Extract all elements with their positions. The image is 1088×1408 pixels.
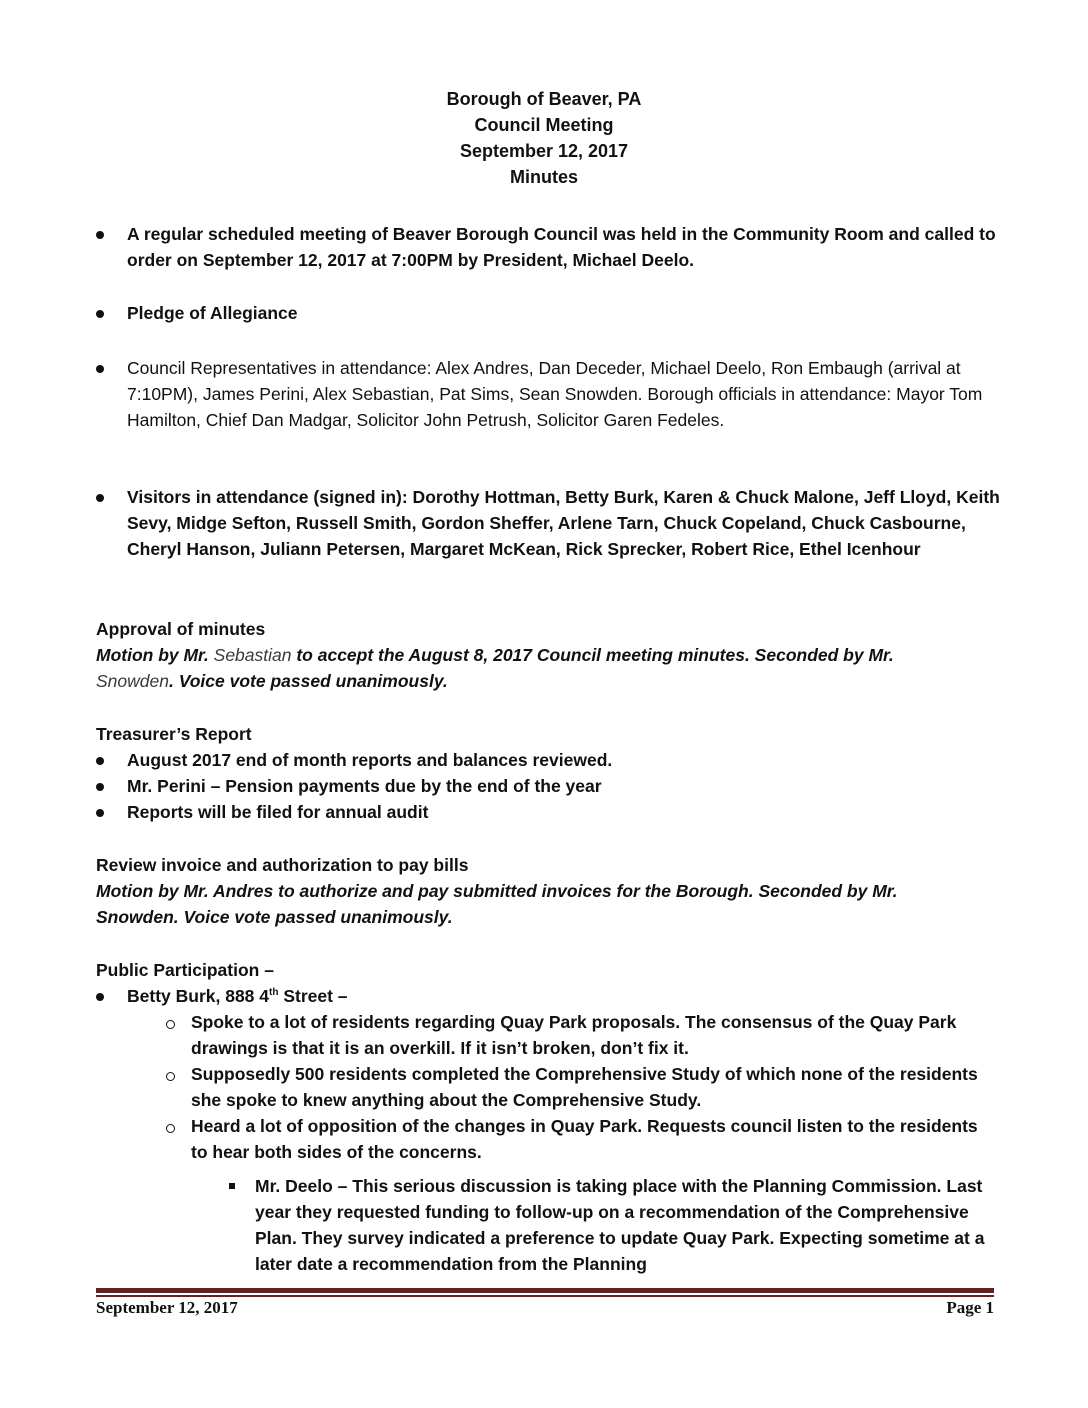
footer-page-number: Page 1 [946,1298,994,1317]
bullet-icon [96,809,104,817]
footer-rule-thin [96,1295,994,1297]
document-type: Minutes [509,167,578,187]
document-title-block [0,86,1088,190]
council-attendance-text: Council Representatives in attendance: Alex Andres, Dan Deceder, Michael Deelo, Ron Embaugh (arrival at 7:10PM), James Perini, Alex Sebastian, Pat Sims, Sean Snowden. Borough officials in attendance: Mayor Tom Hamilton, Chief Dan Madgar, Solicitor John Petrush, Solicitor Garen Fedeles. [127,358,983,430]
approval-heading: Approval of minutes [96,619,266,639]
speaker-text: Betty Burk, 888 4th Street – [127,986,348,1006]
bullet-icon [96,993,104,1001]
mover-name: Sebastian [213,645,292,665]
bullet-icon [96,310,104,318]
footer-rule [96,1288,994,1293]
public-point: Heard a lot of opposition of the changes in Quay Park. Requests council listen to the residents to hear both sides of the concerns. [191,1116,978,1162]
treasurer-item: Mr. Perini – Pension payments due by the end of the year [127,776,602,796]
council-response: Mr. Deelo – This serious discussion is taking place with the Planning Commission. Last year they requested funding to follow-up on a recommendation of the Comprehensive Plan. They survey indicated a preference to update Quay Park. Expecting sometime at a later date a recommendation from the Planning [255,1176,985,1274]
hollow-bullet-icon [166,1020,175,1029]
public-heading: Public Participation – [96,960,274,980]
public-point: Spoke to a lot of residents regarding Quay Park proposals. The consensus of the Quay Park drawings is that it is an overkill. If it isn’t broken, don’t fix it. [191,1012,957,1058]
invoices-heading: Review invoice and authorization to pay bills [96,855,469,875]
treasurer-heading: Treasurer’s Report [96,724,252,744]
bullet-icon [96,783,104,791]
call-to-order-text: A regular scheduled meeting of Beaver Borough Council was held in the Community Room and called to order on September 12, 2017 at 7:00PM by President, Michael Deelo. [127,224,996,270]
treasurer-item: Reports will be filed for annual audit [127,802,429,822]
footer-date: September 12, 2017 [96,1298,238,1317]
bullet-icon [96,365,104,373]
bullet-icon [96,757,104,765]
hollow-bullet-icon [166,1124,175,1133]
invoices-motion: Motion by Mr. Andres to authorize and pay submitted invoices for the Borough. Seconded by Mr. Snowden. Voice vote passed unanimously. [96,881,898,927]
meeting-date: September 12, 2017 [459,141,629,161]
bullet-icon [96,494,104,502]
visitors-text: Visitors in attendance (signed in): Dorothy Hottman, Betty Burk, Karen & Chuck Malone, Jeff Lloyd, Keith Sevy, Midge Sefton, Russell Smith, Gordon Sheffer, Arlene Tarn, Chuck Copeland, Chuck Casbourne, Cheryl Hanson, Juliann Petersen, Margaret McKean, Rick Sprecker, Robert Rice, Ethel Icenhour [127,487,1000,559]
bullet-icon [96,231,104,239]
public-point: Supposedly 500 residents completed the Comprehensive Study of which none of the residents she spoke to knew anything about the Comprehensive Study. [191,1064,978,1110]
borough-name: Borough of Beaver, PA [446,89,642,109]
hollow-bullet-icon [166,1072,175,1081]
square-bullet-icon [229,1183,235,1189]
treasurer-item: August 2017 end of month reports and balances reviewed. [127,750,613,770]
approval-motion: Motion by Mr. Sebastian to accept the August 8, 2017 Council meeting minutes. Seconded by Mr. Snowden. Voice vote passed unanimously. [96,645,894,691]
meeting-type: Council Meeting [474,115,614,135]
pledge-text: Pledge of Allegiance [127,303,298,323]
seconder-name: Snowden [96,671,169,691]
